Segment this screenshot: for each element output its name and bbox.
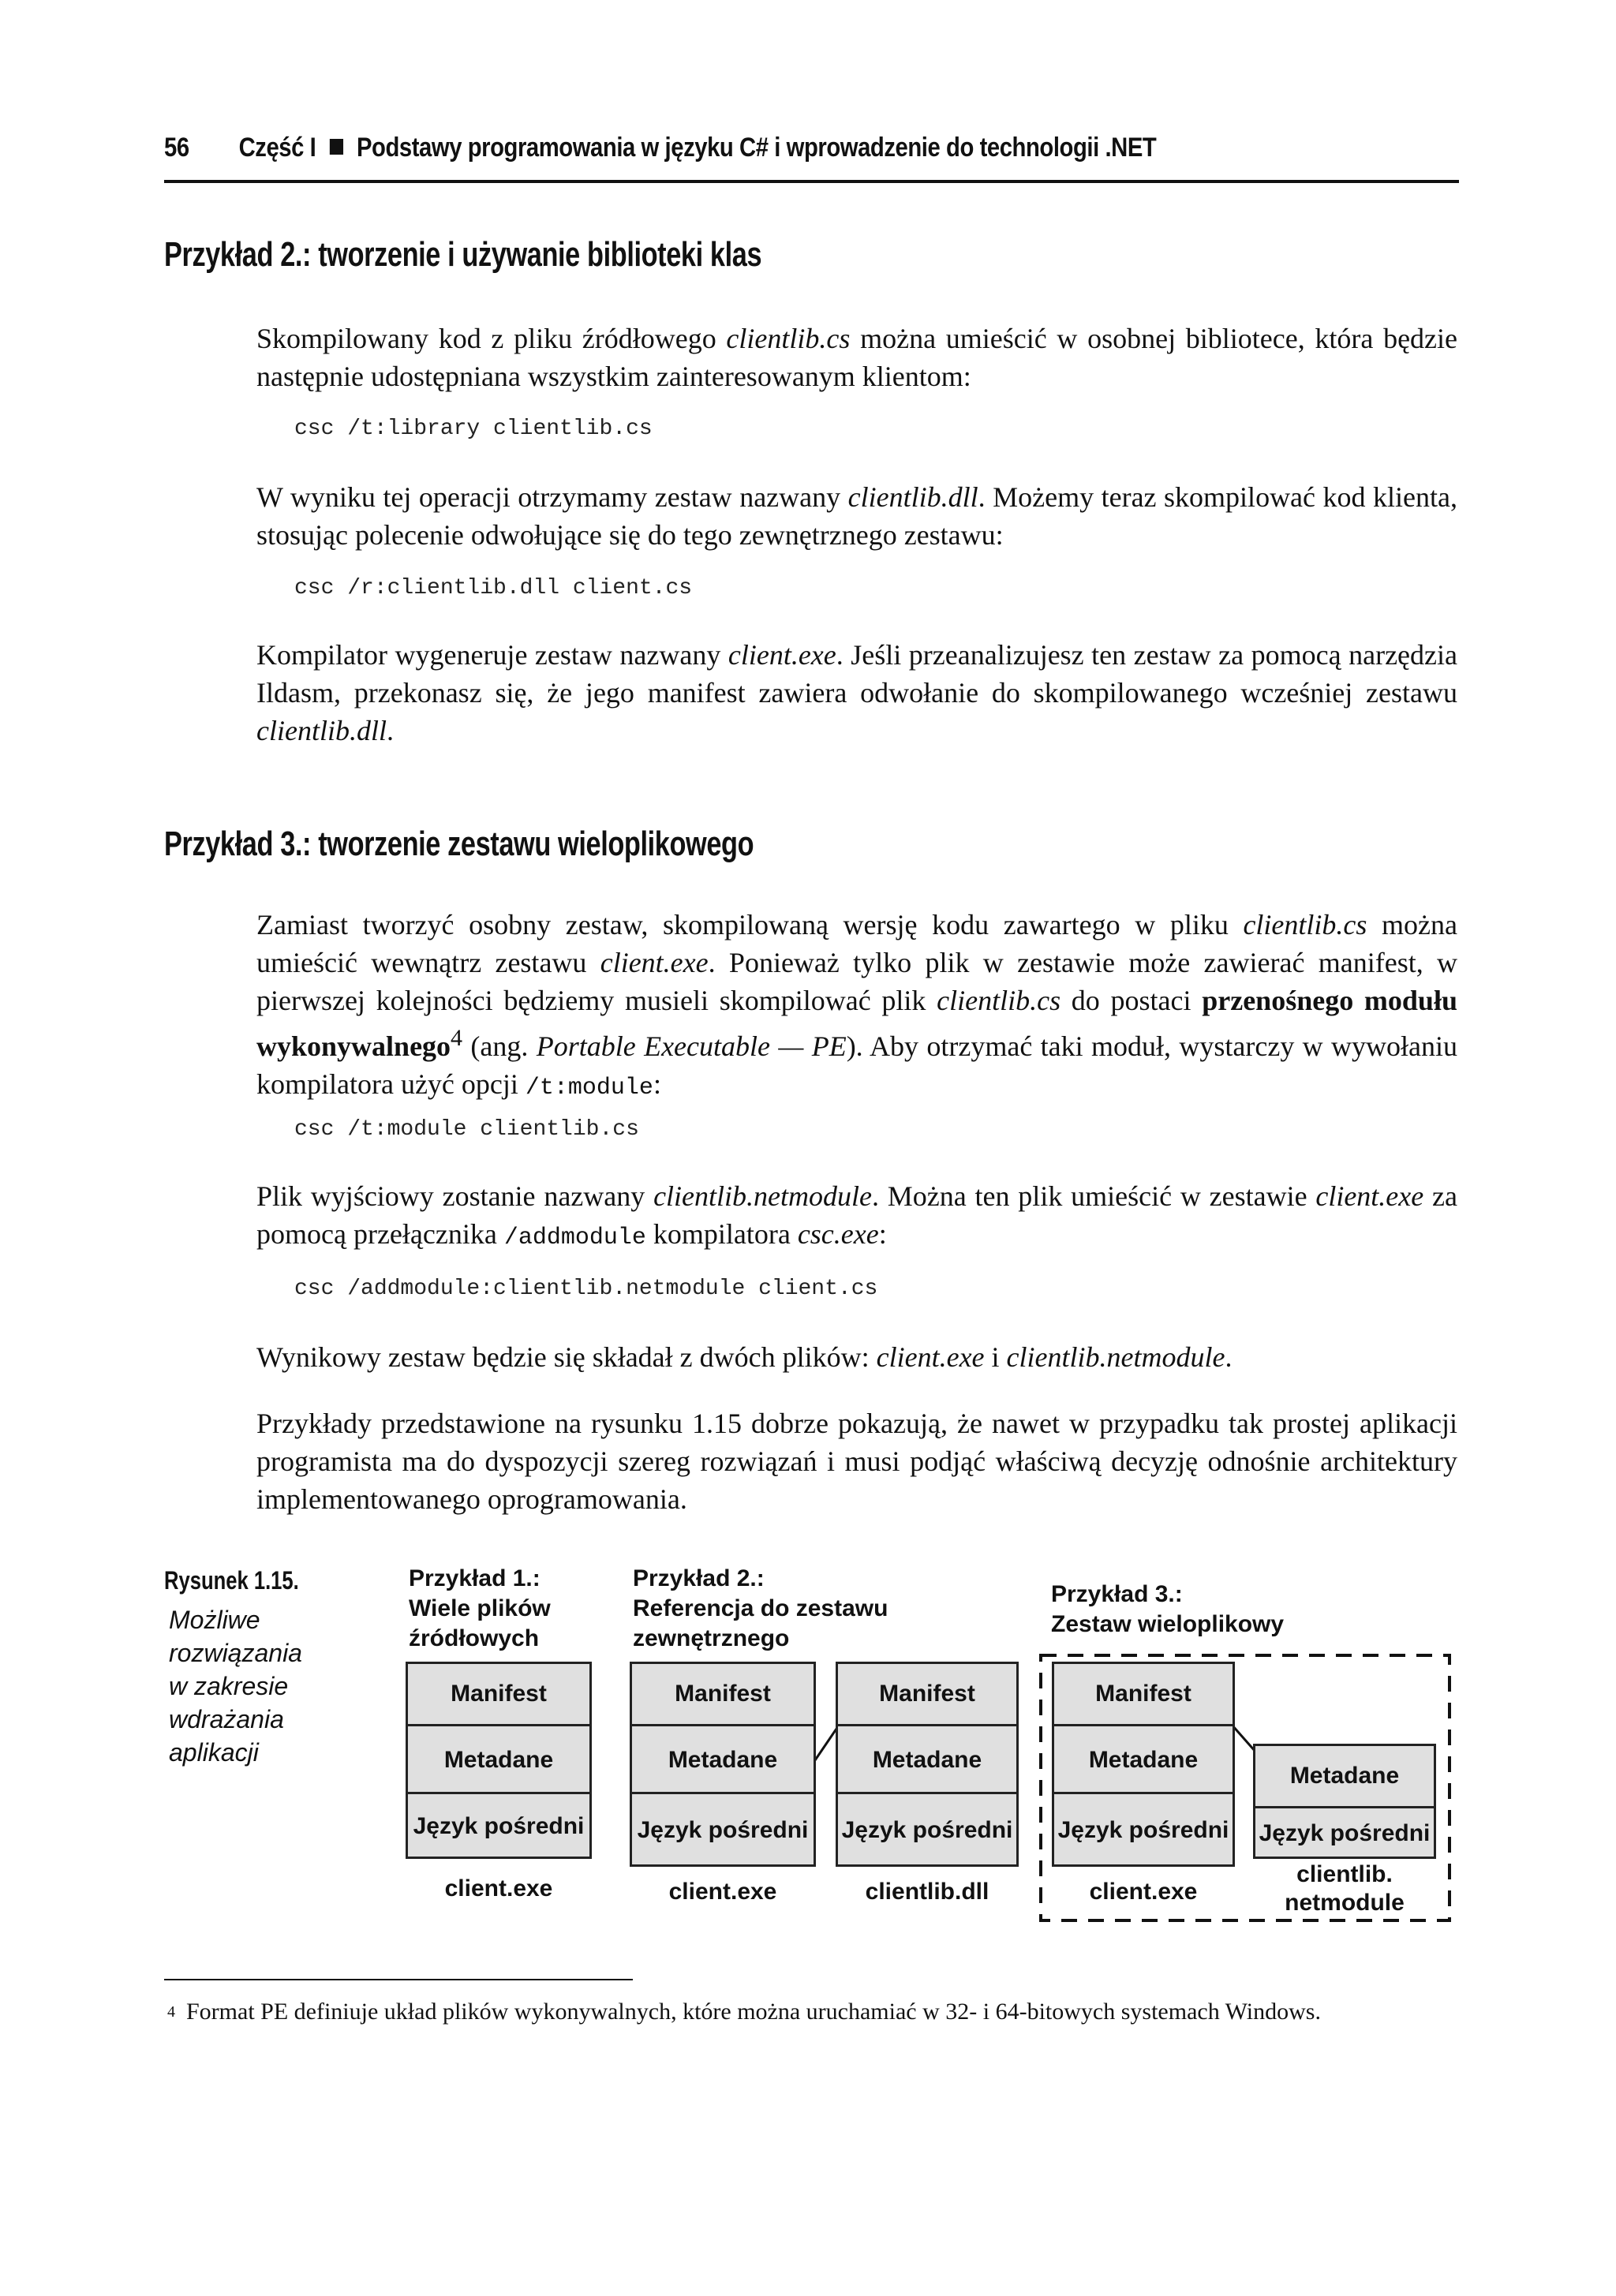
client-exe-box-ex1 xyxy=(406,1662,592,1859)
metadata-section: Metadane xyxy=(632,1724,814,1794)
section3-paragraph-4: Przykłady przedstawione na rysunku 1.15 dobrze pokazują, że nawet w przypadku tak prostej aplikacji programista ma do dyspozycji szereg rozwiązań i musi podjąć właściwą decyzję odnośnie architektury implementowanego oprogramowania. xyxy=(256,1408,1457,1515)
chapter-title: Podstawy programowania w języku C# i wprowadzenie do technologii .NET xyxy=(356,133,1157,163)
header-rule xyxy=(164,180,1459,183)
running-header xyxy=(164,133,1277,178)
manifest-section: Manifest xyxy=(1095,1681,1191,1707)
file-name-client-exe-ex3: client.exe xyxy=(1089,1879,1198,1905)
file-name-client-exe-ex2: client.exe xyxy=(668,1879,777,1905)
footnote-ref: 4 xyxy=(451,1025,463,1051)
clientlib-dll-box xyxy=(836,1662,1019,1867)
section-heading-example-3: Przykład 3.: tworzenie zestawu wieloplikowego xyxy=(164,825,754,863)
figure-label: Rysunek 1.15. xyxy=(164,1566,299,1595)
section3-paragraph-1: Zamiast tworzyć osobny zestaw, skompilowaną wersję kodu zawartego w pliku clientlib.cs można umieścić wewnątrz zestawu client.exe. Ponieważ tylko plik w zestawie może zawierać manifest, w pierwszej kolejności będziemy musieli skompilować plik clientlib.cs do postaci przenośnego modułu wykonywalnego$^4$ (ang. Portable Executable — PE). Aby otrzymać taki moduł, wystarczy w wywołaniu kompilatora użyć opcji /t:module: xyxy=(256,909,1457,1101)
file-name-client-exe-ex1: client.exe xyxy=(444,1875,553,1901)
example-3-title: Przykład 3.: Zestaw wieloplikowy xyxy=(1051,1581,1285,1637)
client-exe-box-ex2 xyxy=(630,1662,816,1867)
manifest-section: Manifest xyxy=(675,1681,771,1707)
code-line-addmodule: csc /addmodule:clientlib.netmodule client.cs xyxy=(294,1277,878,1301)
section2-paragraph-1: Skompilowany kod z pliku źródłowego clientlib.cs można umieścić w osobnej bibliotece, która będzie następnie udostępniana wszystkim zainteresowanym klientom: xyxy=(256,323,1458,392)
footnote xyxy=(167,1996,1461,2034)
part-label: Część I xyxy=(238,133,316,163)
client-exe-box-ex3 xyxy=(1052,1662,1235,1867)
section-heading-example-2: Przykład 2.: tworzenie i używanie biblioteki klas xyxy=(164,235,762,274)
section3-paragraph-2: Plik wyjściowy zostanie nazwany clientlib.netmodule. Można ten plik umieścić w zestawie client.exe za pomocą przełącznika /addmodule kompilatora csc.exe: xyxy=(256,1180,1457,1251)
code-line-reference: csc /r:clientlib.dll client.cs xyxy=(294,576,693,600)
figure-deployment-options xyxy=(395,1554,1468,1965)
page-number: 56 xyxy=(164,133,189,163)
example-2-title: Przykład 2.: Referencja do zestawu zewnętrznego xyxy=(633,1565,888,1651)
code-line-library: csc /t:library clientlib.cs xyxy=(294,417,653,441)
section2-paragraph-2: W wyniku tej operacji otrzymamy zestaw nazwany clientlib.dll. Możemy teraz skompilować kod klienta, stosując polecenie odwołujące się do tego zewnętrznego zestawu: xyxy=(256,481,1457,551)
il-section: Język pośredni xyxy=(1054,1792,1233,1867)
file-name-clientlib-dll: clientlib.dll xyxy=(865,1879,989,1905)
footnote-text: Format PE definiuje układ plików wykonywalnych, które można uruchamiać w 32- i 64-bitowych systemach Windows. xyxy=(186,1999,1321,2025)
il-section: Język pośredni xyxy=(632,1792,814,1867)
il-section: Język pośredni xyxy=(838,1792,1016,1867)
metadata-section: Metadane xyxy=(838,1724,1016,1794)
metadata-section: Metadane xyxy=(1054,1724,1233,1794)
file-name-netmodule: clientlib. netmodule xyxy=(1285,1861,1405,1916)
il-section: Język pośredni xyxy=(408,1792,589,1859)
manifest-section: Manifest xyxy=(879,1681,975,1707)
netmodule-box xyxy=(1253,1744,1436,1859)
section2-paragraph-3: Kompilator wygeneruje zestaw nazwany client.exe. Jeśli przeanalizujesz ten zestaw za pomocą narzędzia Ildasm, przekonasz się, że jego manifest zawiera odwołanie do skompilowanego wcześniej zestawu clientlib.dll. xyxy=(256,639,1457,746)
metadata-section: Metadane xyxy=(1289,1763,1400,1789)
figure-caption: Możliwe rozwiązania w zakresie wdrażania aplikacji xyxy=(169,1606,302,1767)
code-line-module: csc /t:module clientlib.cs xyxy=(294,1117,639,1142)
square-bullet-icon xyxy=(330,139,343,155)
section3-paragraph-3: Wynikowy zestaw będzie się składał z dwóch plików: client.exe i clientlib.netmodule. xyxy=(256,1341,1233,1373)
footnote-number: 4 xyxy=(167,2003,175,2021)
metadata-section: Metadane xyxy=(408,1724,589,1794)
example-1-title: Przykład 1.: Wiele plików źródłowych xyxy=(409,1565,551,1651)
il-section: Język pośredni xyxy=(1255,1806,1434,1859)
footnote-rule xyxy=(164,1979,633,1980)
manifest-section: Manifest xyxy=(451,1681,547,1707)
